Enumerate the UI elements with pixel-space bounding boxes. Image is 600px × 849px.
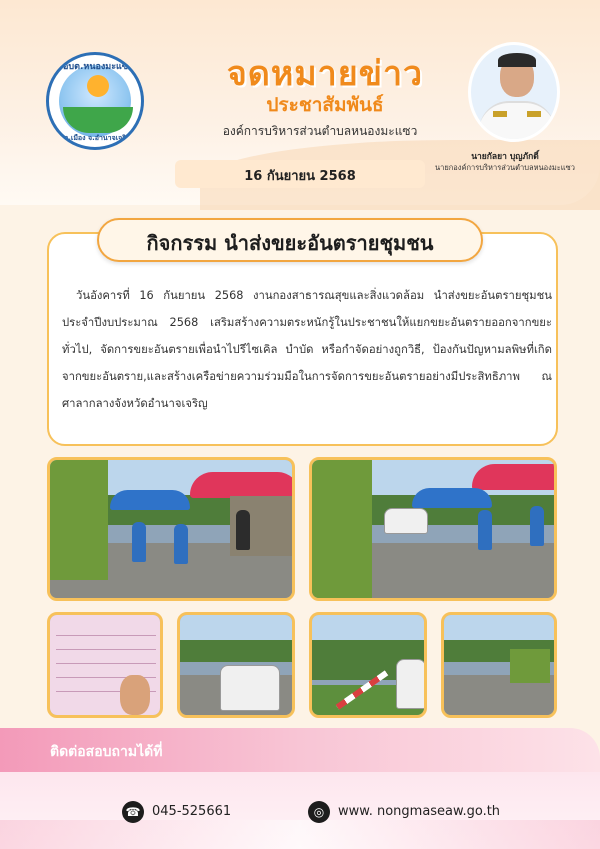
globe-icon: ◎	[308, 801, 330, 823]
photo-person	[174, 524, 188, 564]
mayor-title: นายกองค์การบริหารส่วนตำบลหนองมะแซว	[435, 163, 575, 172]
photo-umbrella-blue	[110, 490, 190, 510]
logo-text-bottom: อ.เมือง จ.อำนาจเจริญ	[64, 134, 132, 142]
photo-truck	[312, 460, 372, 598]
photo-activity-6	[441, 612, 557, 718]
photo-document	[47, 612, 163, 718]
portrait-hair	[498, 53, 536, 67]
footer-accent	[0, 820, 600, 849]
photo-car	[396, 659, 426, 709]
photo-truck	[510, 649, 550, 683]
organization-logo	[46, 52, 144, 150]
photo-truck	[50, 460, 108, 580]
phone-icon: ☎	[122, 801, 144, 823]
photo-umbrella-red	[190, 472, 295, 498]
portrait-badge-right	[527, 111, 541, 117]
organization-name: องค์การบริหารส่วนตำบลหนองมะแซว	[222, 124, 418, 138]
photo-car	[384, 508, 428, 534]
photo-person	[530, 506, 544, 546]
photo-person	[478, 510, 492, 550]
logo-sun-icon	[87, 75, 109, 97]
portrait-badge-left	[493, 111, 507, 117]
photo-person	[236, 510, 250, 550]
photo-hand	[120, 675, 150, 715]
contact-phone[interactable]: 045-525661	[152, 804, 232, 819]
contact-website[interactable]: www. nongmaseaw.go.th	[338, 804, 501, 819]
activity-description	[62, 282, 552, 417]
activity-title: กิจกรรม นำส่งขยะอันตรายชุมชน	[146, 231, 434, 255]
mayor-portrait	[468, 42, 560, 142]
mayor-name: นายกัลยา บุญภักดิ์	[471, 152, 539, 162]
newsletter-subtitle: ประชาสัมพันธ์	[266, 94, 384, 116]
photo-person	[132, 522, 146, 562]
portrait-uniform	[479, 101, 555, 142]
paper-line	[56, 649, 156, 650]
paper-line	[56, 635, 156, 636]
photo-activity-1	[47, 457, 295, 601]
issue-date: 16 กันยายน 2568	[244, 169, 356, 184]
photo-activity-2	[309, 457, 557, 601]
photo-trees	[180, 640, 292, 662]
photo-activity-4	[177, 612, 295, 718]
photo-umbrella-blue	[412, 488, 492, 508]
photo-umbrella-red	[472, 464, 557, 490]
photo-car	[220, 665, 280, 711]
contact-label: ติดต่อสอบถามได้ที่	[50, 744, 163, 760]
newsletter-title: จดหมายข่าว	[226, 54, 424, 94]
photo-activity-5	[309, 612, 427, 718]
paper-line	[56, 663, 156, 664]
activity-body-text: วันอังคารที่ 16 กันยายน 2568 งานกองสาธารณสุขและสิ่งแวดล้อม นำส่งขยะอันตรายชุมชน ประจำปีงบประมาณ 2568 เสริมสร้างความตระหนักรู้ในประชาชนให้แยกขยะอันตรายออกจากขยะทั่วไป, จัดการขยะอันตรายเพื่อนำไปรีไซเคิล บำบัด หรือกำจัดอย่างถูกวิธี, ป้องกันปัญหามลพิษที่เกิดจากขยะอันตราย,และสร้างเครือข่ายความร่วมมือในการจัดการขยะอันตรายอย่างมีประสิทธิภาพ ณ ศาลากลางจังหวัดอำนาจเจริญ	[62, 289, 552, 410]
logo-text-top: อบต.หนองมะแซว	[63, 62, 133, 72]
